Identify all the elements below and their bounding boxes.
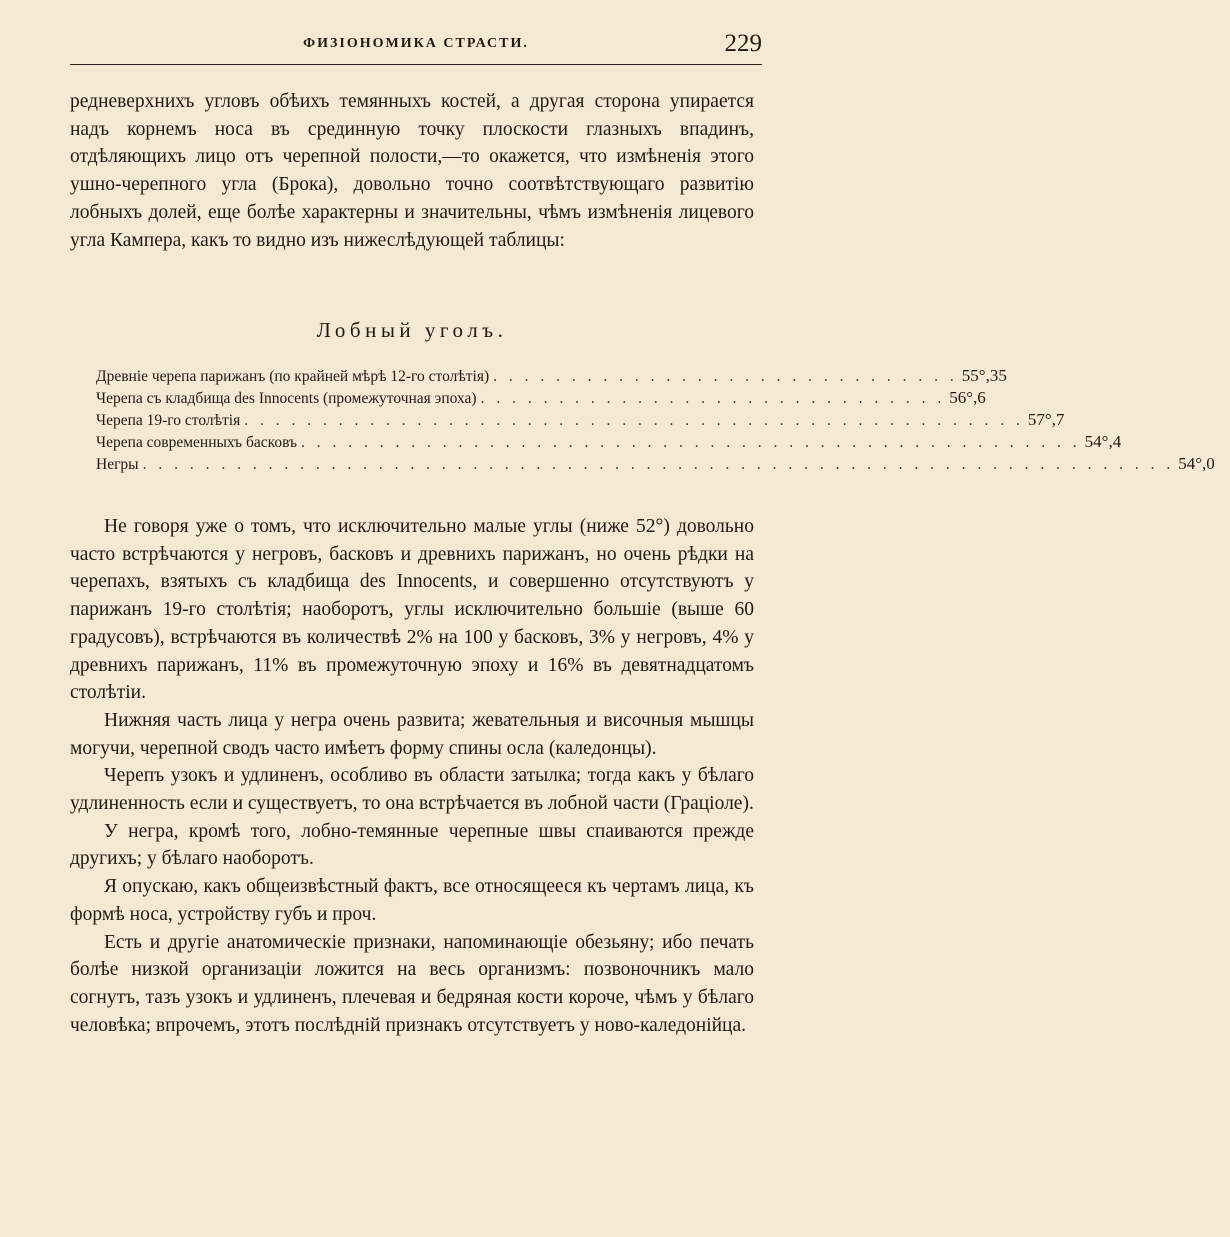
running-header-title: ФИЗІОНОМИКА СТРАСТИ. <box>303 36 529 51</box>
table-row <box>96 409 1065 431</box>
row-label: Черепа 19-го столѣтія <box>96 412 241 429</box>
row-label: Черепа съ кладбища des Innocents (промежуточная эпоха) <box>96 390 477 407</box>
row-value: 57°,7 <box>1027 410 1065 429</box>
leader-dots: . . . . . . . . . . . . . . . . . . . . . . . . . . . . . . . . . . . . . . . . . . . . . . . . . . <box>244 412 1024 429</box>
frontal-angle-table <box>96 365 1215 475</box>
row-value: 55°,35 <box>961 366 1007 385</box>
row-label: Черепа современныхъ басковъ <box>96 434 298 451</box>
leader-dots: . . . . . . . . . . . . . . . . . . . . . . . . . . . . . . <box>480 390 946 407</box>
row-value: 54°,0 <box>1178 454 1215 473</box>
table-row <box>96 431 1122 453</box>
table-row <box>96 387 986 409</box>
row-label: Негры <box>96 456 139 473</box>
row-label: Древніе черепа парижанъ (по крайней мѣрѣ 12-го столѣтія) <box>96 368 490 385</box>
paragraph-angles-comparison: Не говоря уже о томъ, что исключительно малые углы (ниже 52°) довольно часто встрѣчаются у негровъ, басковъ и древнихъ парижанъ, но очень рѣдки на черепахъ, взятыхъ съ кладбища des Innocents, и совершенно отсутствуютъ у парижанъ 19-го столѣтія; наоборотъ, углы исключительно большіе (выше 60 градусовъ), встрѣчаются въ количествѣ 2% на 100 у басковъ, 3% у негровъ, 4% у древнихъ парижанъ, 11% въ промежуточную эпоху и 16% въ девятнадцатомъ столѣтіи. <box>70 516 754 704</box>
paragraph-anatomical-signs: Есть и другіе анатомическіе признаки, напоминающіе обезьяну; ибо печать болѣе низкой организаціи ложится на весь организмъ: позвоночникъ мало согнутъ, тазъ узокъ и удлиненъ, плечевая и бедряная кости короче, чѣмъ у бѣлаго человѣка; впрочемъ, этотъ послѣдній признакъ отсутствуетъ у ново-каледонійца. <box>70 931 754 1036</box>
paragraph-lower-face: Нижняя часть лица у негра очень развита; жевательныя и височныя мышцы могучи, черепной сводъ часто имѣетъ форму спины осла (каледонцы). <box>70 709 754 759</box>
row-value: 54°,4 <box>1084 432 1122 451</box>
page-number: 229 <box>724 30 762 57</box>
leader-dots: . . . . . . . . . . . . . . . . . . . . . . . . . . . . . . <box>493 368 958 385</box>
paragraph-facial-features: Я опускаю, какъ общеизвѣстный фактъ, все относящееся къ чертамъ лица, къ формѣ носа, устройству губъ и проч. <box>70 876 754 925</box>
body-paragraphs <box>70 513 754 1039</box>
running-header <box>70 30 762 65</box>
table-title: Лобный уголъ. <box>316 318 508 342</box>
table-row <box>96 453 1215 475</box>
table-row <box>96 365 1007 387</box>
paragraph-sutures: У негра, кромѣ того, лобно-темянные черепные швы спаиваются прежде другихъ; у бѣлаго наоборотъ. <box>70 820 754 870</box>
intro-paragraph: редневерхнихъ угловъ обѣихъ темянныхъ костей, а другая сторона упирается надъ корнемъ носа въ срединную точку плоскости глазныхъ впадинъ, отдѣляющихъ лицо отъ черепной полости,—то окажется, что измѣненія этого ушно-черепного угла (Брока), довольно точно соотвѣтствующаго развитію лобныхъ долей, еще болѣе характерны и значительны, чѣмъ измѣненія лицевого угла Кампера, какъ то видно изъ нижеслѣдующей таблицы: <box>70 91 754 251</box>
paragraph-skull-shape: Черепъ узокъ и удлиненъ, особливо въ области затылка; тогда какъ у бѣлаго удлиненность если и существуетъ, то она встрѣчается въ лобной части (Граціоле). <box>70 765 754 815</box>
leader-dots: . . . . . . . . . . . . . . . . . . . . . . . . . . . . . . . . . . . . . . . . . . . . . . . . . . <box>301 434 1081 451</box>
row-value: 56°,6 <box>949 388 986 407</box>
leader-dots: . . . . . . . . . . . . . . . . . . . . . . . . . . . . . . . . . . . . . . . . . . . . . . . . . . . . . . . . . . . . . . . . . . <box>142 456 1175 473</box>
